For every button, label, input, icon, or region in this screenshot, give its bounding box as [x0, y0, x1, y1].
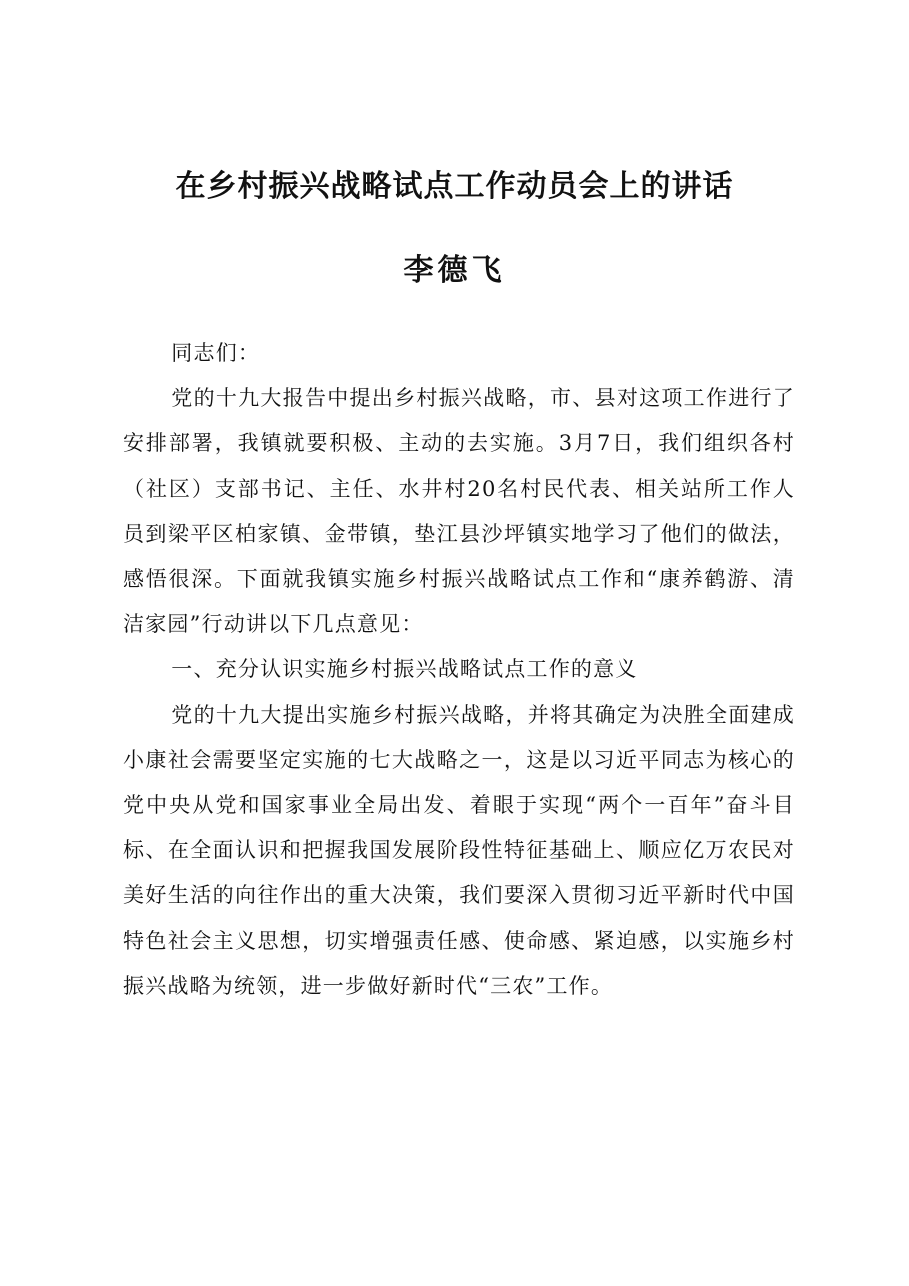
salutation-paragraph: 同志们：	[171, 341, 261, 365]
section-heading: 一、充分认识实施乡村振兴战略试点工作的意义	[171, 657, 638, 682]
document-title: 在乡村振兴战略试点工作动员会上的讲话	[175, 169, 734, 204]
intro-paragraph: 党的十九大报告中提出乡村振兴战略，市、县对这项工作进行了安排部署，我镇就要积极、主动的去实施。3月7日，我们组织各村（社区）支部书记、主任、水井村20名村民代表、相关站所工作人员到梁平区柏家镇、金带镇，垫江县沙坪镇实地学习了他们的做法，感悟很深。下面就我镇实施乡村振兴战略试点工作和“康养鹤游、清洁家园”行动讲以下几点意见：	[123, 386, 795, 637]
document-body	[123, 331, 795, 1009]
section-paragraph: 党的十九大提出实施乡村振兴战略，并将其确定为决胜全面建成小康社会需要坚定实施的七大战略之一，这是以习近平同志为核心的党中央从党和国家事业全局出发、着眼于实现“两个一百年”奋斗目标、在全面认识和把握我国发展阶段性特征基础上、顺应亿万农民对美好生活的向往作出的重大决策，我们要深入贯彻习近平新时代中国特色社会主义思想，切实增强责任感、使命感、紧迫感，以实施乡村振兴战略为统领，进一步做好新时代“三农”工作。	[123, 702, 795, 998]
author-name: 李德飞	[403, 253, 506, 288]
